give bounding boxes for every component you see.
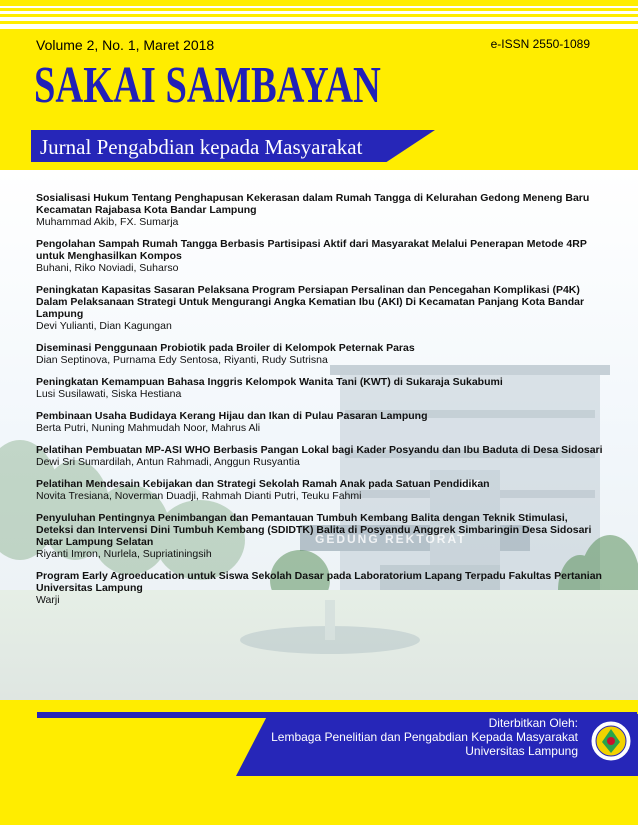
article-authors: Riyanti Imron, Nurlela, Supriatiningsih [36, 548, 212, 560]
article-entry[interactable] [36, 570, 606, 606]
published-by-label: Diterbitkan Oleh: [488, 716, 578, 730]
journal-subtitle: Jurnal Pengabdian kepada Masyarakat [40, 135, 363, 159]
article-authors: Lusi Susilawati, Siska Hestiana [36, 388, 182, 400]
building-sign: GEDUNG REKTORAT [315, 532, 467, 546]
article-title: Sosialisasi Hukum Tentang Penghapusan Kekerasan dalam Rumah Tangga di Kelurahan Gedong Meneng Baru Kecamatan Rajabasa Kota Bandar Lampung [36, 192, 590, 216]
article-entry[interactable] [36, 444, 606, 468]
cover-footer [0, 700, 638, 825]
issn: e-ISSN 2550-1089 [490, 37, 590, 51]
article-authors: Buhani, Riko Noviadi, Suharso [36, 262, 179, 274]
article-authors: Muhammad Akib, FX. Sumarja [36, 216, 179, 228]
article-entry[interactable] [36, 376, 606, 400]
publisher-university: Universitas Lampung [465, 744, 578, 758]
article-title: Penyuluhan Pentingnya Penimbangan dan Pemantauan Tumbuh Kembang Balita dengan Teknik Stimulasi, Deteksi dan Intervensi Dini Tumbuh Kembang (SDIDTK) Balita di Posyandu Anggrek Simbaringin Desa Sidosari Natar Lampung Selatan [36, 512, 592, 548]
article-entry[interactable] [36, 478, 606, 502]
article-list [36, 192, 606, 616]
article-entry[interactable] [36, 410, 606, 434]
article-entry[interactable] [36, 512, 606, 560]
article-authors: Dian Septinova, Purnama Edy Sentosa, Riyanti, Rudy Sutrisna [36, 354, 328, 366]
article-title: Peningkatan Kemampuan Bahasa Inggris Kelompok Wanita Tani (KWT) di Sukaraja Sukabumi [36, 376, 503, 388]
article-authors: Warji [36, 594, 60, 606]
publisher-institution: Lembaga Penelitian dan Pengabdian Kepada Masyarakat [271, 730, 578, 744]
article-entry[interactable] [36, 192, 606, 228]
article-entry[interactable] [36, 342, 606, 366]
article-title: Pembinaan Usaha Budidaya Kerang Hijau dan Ikan di Pulau Pasaran Lampung [36, 410, 428, 422]
article-title: Peningkatan Kapasitas Sasaran Pelaksana Program Persiapan Persalinan dan Pencegahan Komplikasi (P4K) Dalam Pelaksanaan Strategi Untuk Mengurangi Angka Kematian Ibu (AKI) Di Kecamatan Panjang Kota Bandar Lampung [36, 284, 585, 320]
header-stripe [0, 17, 638, 21]
cover-content [0, 170, 638, 700]
article-authors: Berta Putri, Nuning Mahmudah Noor, Mahrus Ali [36, 422, 261, 434]
article-authors: Devi Yulianti, Dian Kagungan [36, 320, 172, 332]
header-stripe [0, 24, 638, 29]
journal-title: SAKAI SAMBAYAN [34, 57, 381, 114]
article-entry[interactable] [36, 238, 606, 274]
article-title: Pengolahan Sampah Rumah Tangga Berbasis Partisipasi Aktif dari Masyarakat Melalui Penerapan Metode 4RP untuk Menghasilkan Kompos [36, 238, 587, 262]
university-logo-icon [590, 720, 632, 762]
article-authors: Dewi Sri Sumardilah, Antun Rahmadi, Anggun Rusyantia [36, 456, 300, 468]
header-stripe [0, 6, 638, 8]
article-authors: Novita Tresiana, Noverman Duadji, Rahmah Dianti Putri, Teuku Fahmi [36, 490, 362, 502]
article-title: Diseminasi Penggunaan Probiotik pada Broiler di Kelompok Peternak Paras [36, 342, 415, 354]
article-title: Program Early Agroeducation untuk Siswa Sekolah Dasar pada Laboratorium Lapang Terpadu Fakultas Pertanian Universitas Lampung [36, 570, 602, 594]
header-stripe [0, 11, 638, 14]
volume-info: Volume 2, No. 1, Maret 2018 [36, 37, 215, 53]
article-title: Pelatihan Pembuatan MP-ASI WHO Berbasis Pangan Lokal bagi Kader Posyandu dan Ibu Baduta di Desa Sidosari [36, 444, 603, 456]
cover-header [0, 0, 638, 170]
article-title: Pelatihan Mendesain Kebijakan dan Strategi Sekolah Ramah Anak pada Satuan Pendidikan [36, 478, 490, 490]
article-entry[interactable] [36, 284, 606, 332]
